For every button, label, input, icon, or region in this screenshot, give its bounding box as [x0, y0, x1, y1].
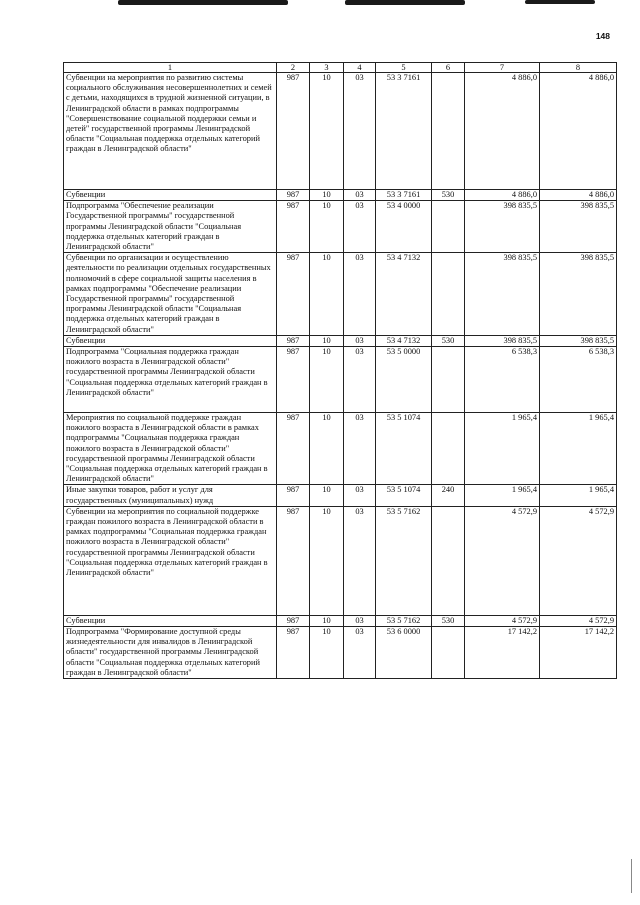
target-article-code: 53 5 1074: [376, 413, 432, 485]
table-row: [64, 506, 617, 615]
amount-col7: 6 538,3: [465, 347, 540, 413]
amount-col7: 398 835,5: [465, 335, 540, 346]
table-row: [64, 73, 617, 190]
amount-col8: 4 572,9: [540, 615, 617, 626]
subsection-code: 03: [344, 253, 376, 336]
row-name: Мероприятия по социальной поддержке граждан пожилого возраста в Ленинградской области в рамках подпрограммы "Социальная поддержка граждан пожилого возраста в Ленинградской области" государственной программы Ленинградской области "Социальная поддержка отдельных категорий граждан в Ленинградской области": [64, 413, 277, 485]
section-code: 10: [310, 347, 344, 413]
table-row: [64, 335, 617, 346]
page-number: 148: [595, 31, 610, 41]
subsection-code: 03: [344, 201, 376, 253]
target-article-code: 53 4 0000: [376, 201, 432, 253]
row-name: Подпрограмма "Социальная поддержка граждан пожилого возраста в Ленинградской области" государственной программы Ленинградской области "Социальная поддержка отдельных категорий граждан в Ленинградской области": [64, 347, 277, 413]
amount-col8: 4 572,9: [540, 506, 617, 615]
column-header: 1: [64, 63, 277, 73]
column-header: 5: [376, 63, 432, 73]
amount-col7: 4 886,0: [465, 190, 540, 201]
row-name: Субвенции на мероприятия по социальной поддержке граждан пожилого возраста в Ленинградской области в рамках подпрограммы "Социальная поддержка граждан пожилого возраста в Ленинградской области" государственной программы Ленинградской области "Социальная поддержка отдельных категорий граждан в Ленинградской области": [64, 506, 277, 615]
section-code: 10: [310, 201, 344, 253]
ved-code: 987: [277, 615, 310, 626]
scan-artifact-line: [345, 0, 465, 5]
row-name: Подпрограмма "Обеспечение реализации Государственной программы" государственной программы Ленинградской области "Социальная поддержка отдельных категорий граждан в Ленинградской области": [64, 201, 277, 253]
scan-artifact-line: [525, 0, 595, 4]
section-code: 10: [310, 485, 344, 506]
target-article-code: 53 4 7132: [376, 335, 432, 346]
ved-code: 987: [277, 335, 310, 346]
row-name: Субвенции по организации и осуществлению деятельности по реализации отдельных государственных полномочий в сфере социальной защиты населения в рамках подпрограммы "Обеспечение реализации Государственной программы" государственной программы Ленинградской области "Социальная поддержка отдельных категорий граждан в Ленинградской области": [64, 253, 277, 336]
amount-col8: 4 886,0: [540, 73, 617, 190]
subsection-code: 03: [344, 615, 376, 626]
amount-col7: 4 572,9: [465, 615, 540, 626]
target-article-code: 53 4 7132: [376, 253, 432, 336]
amount-col8: 1 965,4: [540, 485, 617, 506]
amount-col7: 4 886,0: [465, 73, 540, 190]
ved-code: 987: [277, 73, 310, 190]
column-header: 8: [540, 63, 617, 73]
amount-col7: 398 835,5: [465, 253, 540, 336]
amount-col7: 17 142,2: [465, 627, 540, 679]
subsection-code: 03: [344, 485, 376, 506]
amount-col8: 6 538,3: [540, 347, 617, 413]
subsection-code: 03: [344, 413, 376, 485]
amount-col8: 4 886,0: [540, 190, 617, 201]
section-code: 10: [310, 335, 344, 346]
subsection-code: 03: [344, 506, 376, 615]
expense-type-code: [432, 73, 465, 190]
column-number-row: [64, 63, 617, 73]
section-code: 10: [310, 253, 344, 336]
section-code: 10: [310, 190, 344, 201]
subsection-code: 03: [344, 190, 376, 201]
ved-code: 987: [277, 506, 310, 615]
section-code: 10: [310, 615, 344, 626]
expense-type-code: [432, 201, 465, 253]
amount-col7: 398 835,5: [465, 201, 540, 253]
row-name: Иные закупки товаров, работ и услуг для государственных (муниципальных) нужд: [64, 485, 277, 506]
section-code: 10: [310, 413, 344, 485]
row-name: Субвенции на мероприятия по развитию системы социального обслуживания несовершеннолетних и семей с детьми, находящихся в трудной жизненной ситуации, в Ленинградской области в рамках подпрограммы "Совершенствование социальной поддержки семьи и детей" государственной программы Ленинградской области "Социальная поддержка отдельных категорий граждан в Ленинградской области": [64, 73, 277, 190]
table-row: [64, 190, 617, 201]
column-header: 7: [465, 63, 540, 73]
expense-type-code: 240: [432, 485, 465, 506]
expense-type-code: [432, 253, 465, 336]
subsection-code: 03: [344, 627, 376, 679]
amount-col8: 398 835,5: [540, 253, 617, 336]
ved-code: 987: [277, 485, 310, 506]
expense-type-code: 530: [432, 335, 465, 346]
column-header: 6: [432, 63, 465, 73]
subsection-code: 03: [344, 347, 376, 413]
table-row: [64, 627, 617, 679]
amount-col7: 4 572,9: [465, 506, 540, 615]
expense-type-code: [432, 413, 465, 485]
ved-code: 987: [277, 347, 310, 413]
column-header: 3: [310, 63, 344, 73]
target-article-code: 53 3 7161: [376, 73, 432, 190]
amount-col8: 1 965,4: [540, 413, 617, 485]
ved-code: 987: [277, 253, 310, 336]
scan-margin-mark: [631, 859, 632, 893]
section-code: 10: [310, 506, 344, 615]
column-header: 4: [344, 63, 376, 73]
target-article-code: 53 5 7162: [376, 506, 432, 615]
expense-type-code: [432, 506, 465, 615]
table-row: [64, 253, 617, 336]
table-row: [64, 201, 617, 253]
column-header: 2: [277, 63, 310, 73]
amount-col8: 398 835,5: [540, 335, 617, 346]
subsection-code: 03: [344, 335, 376, 346]
target-article-code: 53 5 1074: [376, 485, 432, 506]
section-code: 10: [310, 627, 344, 679]
expense-type-code: 530: [432, 615, 465, 626]
expense-type-code: [432, 347, 465, 413]
amount-col7: 1 965,4: [465, 485, 540, 506]
scan-artifact-line: [118, 0, 288, 5]
subsection-code: 03: [344, 73, 376, 190]
table-row: [64, 413, 617, 485]
target-article-code: 53 3 7161: [376, 190, 432, 201]
target-article-code: 53 5 7162: [376, 615, 432, 626]
row-name: Подпрограмма "Формирование доступной среды жизнедеятельности для инвалидов в Ленинградской области" государственной программы Ленинградской области "Социальная поддержка отдельных категорий граждан в Ленинградской области": [64, 627, 277, 679]
amount-col8: 17 142,2: [540, 627, 617, 679]
section-code: 10: [310, 73, 344, 190]
ved-code: 987: [277, 190, 310, 201]
row-name: Субвенции: [64, 190, 277, 201]
amount-col7: 1 965,4: [465, 413, 540, 485]
expense-type-code: [432, 627, 465, 679]
budget-table: [63, 62, 617, 679]
ved-code: 987: [277, 413, 310, 485]
row-name: Субвенции: [64, 335, 277, 346]
ved-code: 987: [277, 627, 310, 679]
amount-col8: 398 835,5: [540, 201, 617, 253]
row-name: Субвенции: [64, 615, 277, 626]
table-row: [64, 615, 617, 626]
table-row: [64, 347, 617, 413]
target-article-code: 53 6 0000: [376, 627, 432, 679]
target-article-code: 53 5 0000: [376, 347, 432, 413]
expense-type-code: 530: [432, 190, 465, 201]
ved-code: 987: [277, 201, 310, 253]
table-row: [64, 485, 617, 506]
